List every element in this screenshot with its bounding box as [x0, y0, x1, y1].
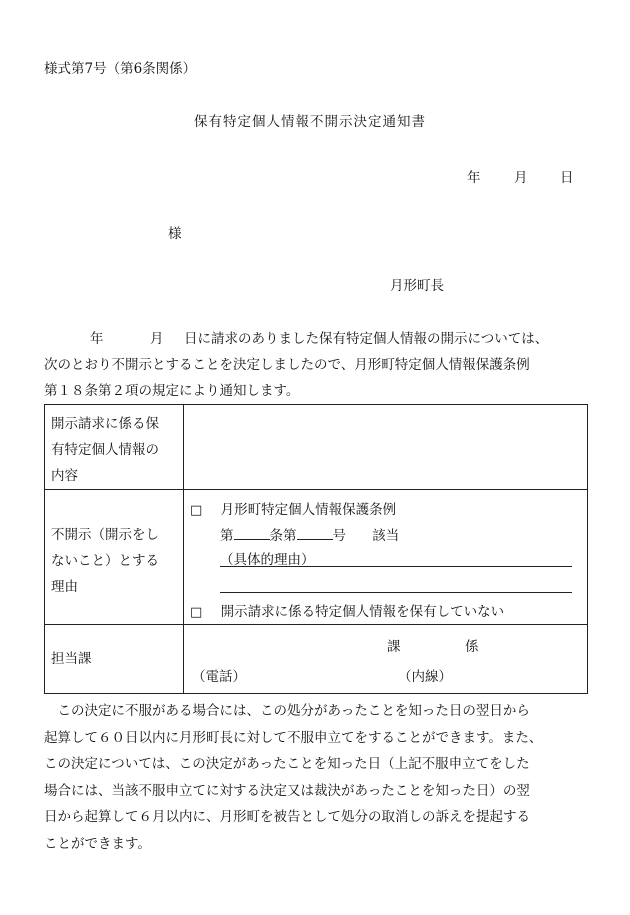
department-label: 担当課 — [45, 625, 184, 694]
intro-paragraph — [44, 326, 592, 404]
appeal-notice: この決定に不服がある場合には、この処分があったことを知った日の翌日から 起算して６０日以内に月形町長に対して不服申立てをすることができます。また、 この決定については、この決定があったことを知った日（上記不服申立てをした 場合には、当該不服申立てに対する決定又は裁決があったことを知った日）の翌 日から起算して６月以内に、月形町を被告として処分の取消しの訴えを提起する ことができます。 — [44, 703, 543, 852]
item-number-field[interactable] — [297, 525, 333, 540]
intro-line3: 第１８条第２項の規定により通知します。 — [44, 383, 300, 399]
extension-label: （内線） — [398, 669, 452, 685]
date-year: 年 — [467, 170, 481, 186]
option-not-held-label: 開示請求に係る特定個人情報を保有していない — [220, 604, 505, 620]
date-day: 日 — [560, 170, 574, 186]
recipient: 様 — [168, 226, 182, 242]
reason-underline-2[interactable] — [220, 592, 572, 593]
table-row-content — [45, 405, 588, 490]
checkbox-not-held[interactable]: □ — [190, 605, 203, 620]
phone-label: （電話） — [192, 669, 246, 685]
reason-underline-1[interactable] — [220, 566, 572, 567]
article-line: 第 条第 号 該当 — [220, 524, 399, 544]
table-row-department — [45, 625, 588, 694]
content-value[interactable] — [184, 405, 588, 490]
intro-year: 年 — [90, 331, 104, 347]
form-number: 様式第7号（第6条関係） — [44, 61, 197, 77]
checkbox-ordinance[interactable]: □ — [190, 503, 203, 518]
applicable-label: 該当 — [372, 528, 400, 544]
specific-reason-label: （具体的理由） — [220, 552, 315, 568]
content-label: 開示請求に係る保 有特定個人情報の 内容 — [45, 405, 184, 490]
option-ordinance-label: 月形町特定個人情報保護条例 — [220, 502, 397, 518]
document-title: 保有特定個人情報不開示決定通知書 — [194, 114, 426, 130]
decision-table — [44, 404, 588, 694]
table-row-reason — [45, 490, 588, 625]
reason-label: 不開示（開示をし ないこと）とする 理由 — [45, 490, 184, 625]
date-month: 月 — [514, 170, 528, 186]
subsection-label: 係 — [465, 639, 479, 655]
intro-line2: 次のとおり不開示とすることを決定しましたので、月形町特定個人情報保護条例 — [44, 357, 530, 373]
section-label: 課 — [387, 639, 401, 655]
department-value — [184, 625, 588, 694]
sender: 月形町長 — [390, 278, 444, 294]
article-number-field[interactable] — [234, 525, 270, 540]
intro-line1: 日に請求のありました保有特定個人情報の開示については、 — [184, 331, 549, 347]
reason-value — [184, 490, 588, 625]
intro-month: 月 — [150, 331, 164, 347]
